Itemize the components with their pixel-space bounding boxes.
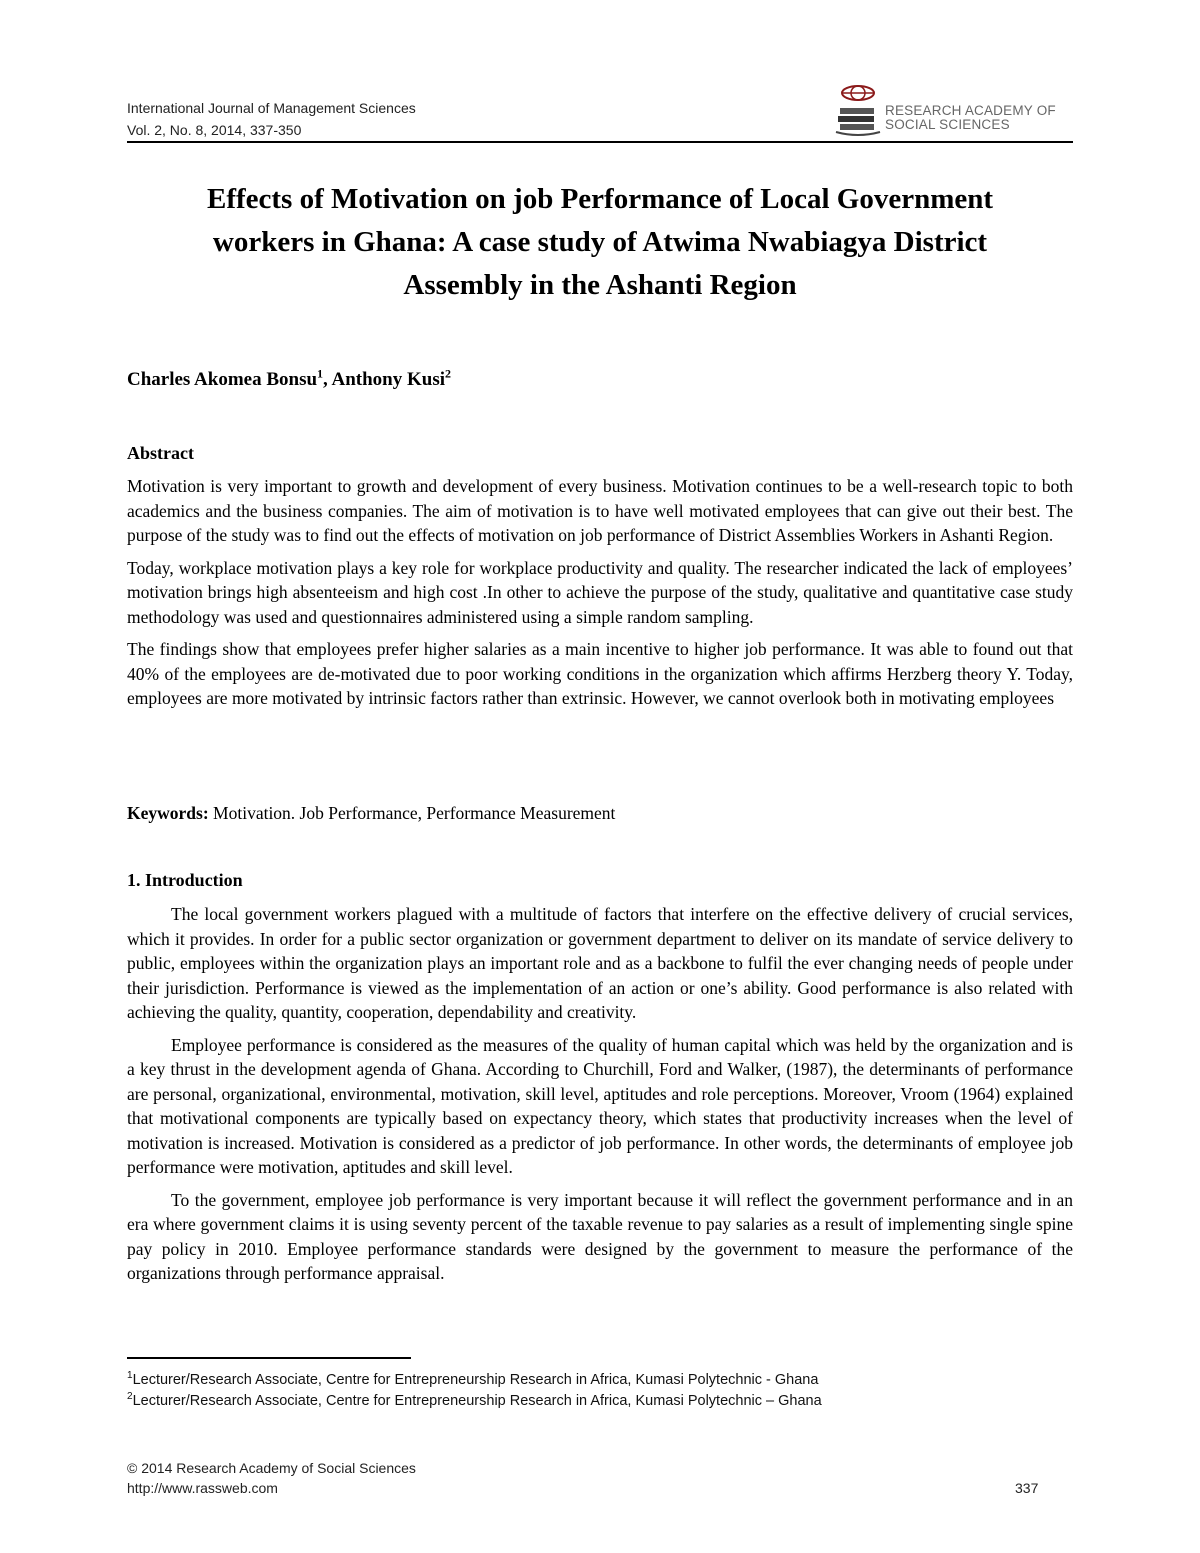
footnote (127, 1370, 822, 1391)
footnote-divider (127, 1357, 411, 1359)
title-line-2: workers in Ghana: A case study of Atwima Nwabiagya District (212, 226, 988, 258)
footnote-text: Lecturer/Research Associate, Centre for Entrepreneurship Research in Africa, Kumasi Polytechnic - Ghana (132, 1372, 819, 1388)
publisher-logo (830, 84, 1080, 140)
abstract-paragraph: The findings show that employees prefer higher salaries as a main incentive to higher job performance. It was able to found out that 40% of the employees are de-motivated due to poor working conditions in the organization which affirms Herzberg theory Y. Today, employees are more motivated by intrinsic factors rather than extrinsic. However, we cannot overlook both in motivating employees (127, 639, 1073, 708)
abstract-paragraph: Today, workplace motivation plays a key role for workplace productivity and quality. The researcher indicated the lack of employees’ motivation brings high absenteeism and high cost .In other to achieve the purpose of the study, qualitative and quantitative case study methodology was used and questionnaires administered using a simple random sampling. (127, 557, 1073, 627)
header-divider (127, 141, 1073, 143)
introduction-body (127, 902, 1073, 1294)
footnote (127, 1391, 822, 1412)
body-paragraph: To the government, employee job performance is very important because it will reflect the government performance and in an era where government claims it is using seventy percent of the taxable revenue to pay salaries as a result of implementing single spine pay policy in 2010. Employee performance standards were designed by the government to measure the performance of the organizations through performance appraisal. (127, 1189, 1073, 1283)
abstract-paragraph: Motivation is very important to growth and development of every business. Motivation continues to be a well-research topic to both academics and the business companies. The aim of motivation is to have well motivated employees that can give out their best. The purpose of the study was to find out the effects of motivation on job performance of District Assemblies Workers in Ashanti Region. (127, 476, 1073, 545)
page-footer (127, 1458, 416, 1498)
affiliation-mark: 2 (445, 366, 452, 381)
paper-title (127, 178, 1073, 307)
body-paragraph: The local government workers plagued with a multitude of factors that interfere on the effective delivery of crucial services, which it provides. In order for a public sector organization or government department to deliver on its mandate of service delivery to public, employees within the organization plays an important role and as a backbone to fulfil the ever changing needs of people under their jurisdiction. Performance is viewed as the implementation of an action or one’s ability. Good performance is also related with achieving the quality, quantity, cooperation, dependability and creativity. (127, 904, 1073, 1022)
author-separator: , (323, 369, 332, 390)
book-globe-icon (830, 84, 886, 140)
affiliation-mark: 1 (317, 366, 324, 381)
logo-line-1: RESEARCH ACADEMY OF (885, 103, 1056, 118)
author-name: Anthony Kusi (331, 369, 446, 390)
journal-header (127, 97, 416, 141)
author-name: Charles Akomea Bonsu (127, 369, 318, 390)
volume-info: Vol. 2, No. 8, 2014, 337-350 (127, 122, 302, 138)
introduction-heading: 1. Introduction (127, 870, 243, 890)
page-number: 337 (1015, 1480, 1039, 1496)
footnote-mark: 1 (127, 1370, 133, 1382)
website-link[interactable]: http://www.rassweb.com (127, 1480, 278, 1496)
keywords (127, 801, 1073, 826)
body-paragraph: Employee performance is considered as the measures of the quality of human capital which was held by the organization and is a key thrust in the development agenda of Ghana. According to Churchill, Ford and Walker, (1987), the determinants of performance are personal, organizational, environmental, motivation, skill level, aptitudes and role perceptions. Moreover, Vroom (1964) explained that motivational components are typically based on expectancy theory, which states that productivity increases when the level of motivation is increased. Motivation is considered as a predictor of job performance. In other words, the determinants of employee job performance were motivation, aptitudes and skill level. (127, 1034, 1073, 1177)
copyright: © 2014 Research Academy of Social Sciences (127, 1460, 416, 1476)
keywords-label: Keywords: (127, 803, 209, 823)
title-line-1: Effects of Motivation on job Performance of Local Government (206, 183, 994, 215)
footnotes (127, 1370, 822, 1412)
footnote-mark: 2 (127, 1391, 133, 1403)
keywords-text: Motivation. Job Performance, Performance Measurement (208, 803, 616, 823)
abstract-heading: Abstract (127, 443, 194, 463)
title-line-3: Assembly in the Ashanti Region (403, 269, 797, 301)
logo-line-2: SOCIAL SCIENCES (885, 117, 1010, 132)
author-list (127, 368, 451, 392)
footnote-text: Lecturer/Research Associate, Centre for Entrepreneurship Research in Africa, Kumasi Polytechnic – Ghana (132, 1393, 822, 1409)
journal-name: International Journal of Management Sciences (127, 100, 416, 116)
abstract-body (127, 474, 1073, 719)
